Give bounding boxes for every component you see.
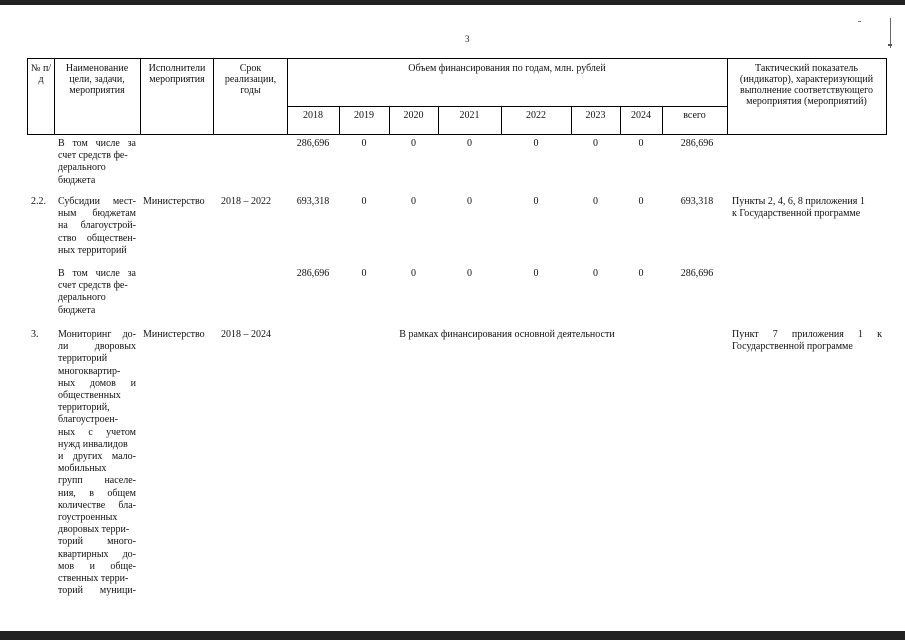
header-executor: Исполнители мероприятия xyxy=(148,63,206,85)
row-22-term: 2018 – 2022 xyxy=(221,196,271,207)
header-num: № п/д xyxy=(30,63,52,85)
year-2023: 2023 xyxy=(585,110,606,121)
year-2018: 2018 xyxy=(303,110,323,121)
header-indicator: Тактический показатель (индикатор), характеризующий выполнение соответствующего мероприятия (мероприятий) xyxy=(739,63,874,107)
scan-mark xyxy=(888,44,892,46)
year-2019: 2019 xyxy=(354,110,374,121)
page-number: 3 xyxy=(465,34,470,44)
row-22-num: 2.2. xyxy=(31,196,46,207)
year-2024: 2024 xyxy=(631,110,651,121)
header-funding: Объем финансирования по годам, млн. рублей xyxy=(408,63,606,74)
row-3-executor: Министерство xyxy=(143,329,205,340)
row-22-executor: Министерство xyxy=(143,196,205,207)
header-term: Срок реализации, годы xyxy=(224,63,277,96)
top-scan-border xyxy=(0,0,905,5)
scan-mark xyxy=(858,21,861,22)
year-total: всего xyxy=(683,110,706,121)
row-3-name: Мониторинг до- ли дворовых территорий многоквартир- ных домов и общественных территорий, благоустроен- ных с учетом нужд инвалидов и других мало- мобильных групп населе- ния, в общем количестве бла- гоустроенных дворовых терри- торий много- квартирных до- мов и обще- ственных терри- торий муници- xyxy=(58,329,136,597)
year-2020: 2020 xyxy=(403,110,424,121)
row-3-num: 3. xyxy=(31,329,39,340)
row-a-name: В том числе за счет средств фе- дерального бюджета xyxy=(58,138,136,186)
bottom-scan-border xyxy=(0,631,905,640)
row-22-indicator: Пункты 2, 4, 6, 8 приложения 1 к Государственной программе xyxy=(732,196,865,220)
row-3-funding-note: В рамках финансирования основной деятельности xyxy=(399,329,615,340)
year-2022: 2022 xyxy=(526,110,546,121)
row-22-name: Субсидии мест- ным бюджетам на благоустрой- ство обществен- ных территорий xyxy=(58,196,136,256)
row-3-indicator: Пункт 7 приложения 1 к Государственной программе xyxy=(732,329,882,353)
header-name: Наименование цели, задачи, мероприятия xyxy=(65,63,129,96)
row-3-term: 2018 – 2024 xyxy=(221,329,271,340)
row-b-name: В том числе за счет средств фе- дерального бюджета xyxy=(58,268,136,316)
year-2021: 2021 xyxy=(459,110,480,121)
